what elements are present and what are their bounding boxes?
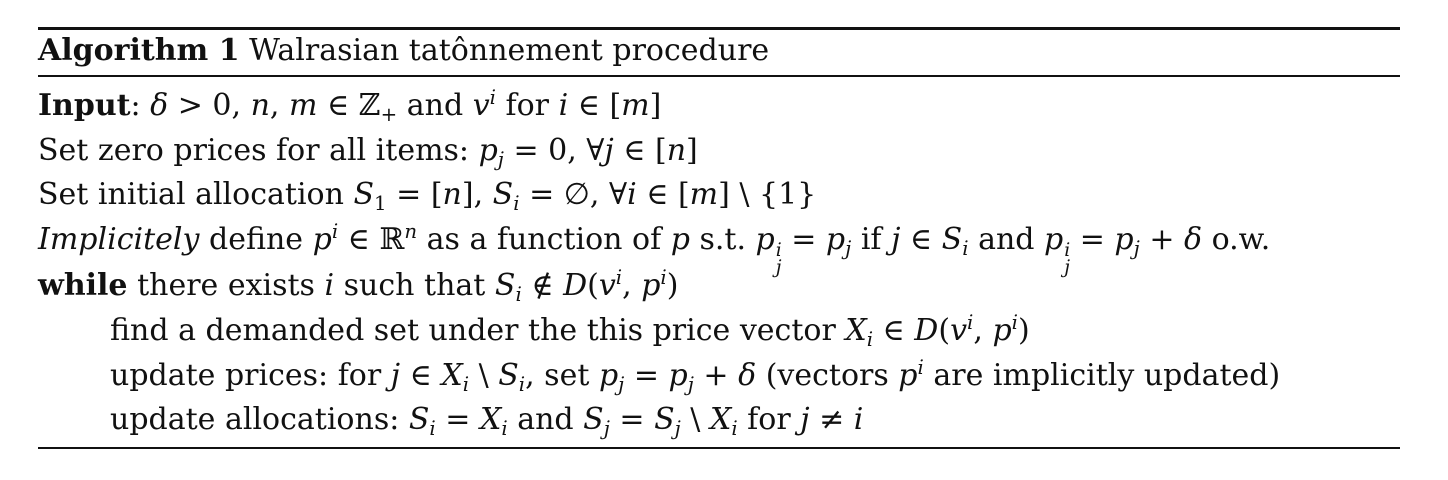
update-allocations-line <box>110 402 863 438</box>
while-line <box>38 268 678 304</box>
zero-prices-visual: Set zero prices for all items: $p_j = 0$, ∀j ∈ [n] <box>38 133 698 171</box>
implicit-definition-visual: define $p^i$ ∈ ℝ$^n$ as a function of p s.t. p i j = $p_j$ if j ∈ $S_i$ and p i j = $p_j + \delta$ o.w. <box>209 220 1271 279</box>
initial-allocation-visual: Set initial allocation $S_1 = [n]$, $S_i$ = ∅, ∀i ∈ [m] \ {1} <box>38 177 817 215</box>
algorithm-caption <box>38 33 769 69</box>
input-keyword: Input <box>38 88 131 123</box>
top-rule <box>38 27 1400 30</box>
initial-allocation-line <box>38 177 816 213</box>
input-line <box>38 88 661 124</box>
while-condition-visual: there exists i such that $S_i$ ∉ $D(v^i$, $p^i$) <box>137 266 679 306</box>
input-line-visual: : δ > 0, n, m ∈ ℤ$_+$ and $v^i$ for i ∈ [m] <box>130 86 662 126</box>
find-demanded-line <box>110 313 1030 349</box>
while-keyword: while <box>38 268 128 303</box>
input-rest-text <box>0 0 1 1</box>
zero-prices-line <box>38 133 698 169</box>
update-allocations-visual: update allocations: $S_i = X_i$ and $S_j = S_j$ \ $X_i$ for j ≠ i <box>110 402 864 440</box>
caption-rule <box>38 75 1400 77</box>
update-prices-line <box>110 358 1280 394</box>
algorithm-label: Algorithm 1 <box>38 33 240 68</box>
find-demanded-visual: find a demanded set under the this price vector $X_i$ ∈ $D(v^i$, $p^i$) <box>110 311 1030 351</box>
plain-text-lines <box>0 0 1 1</box>
update-prices-visual: update prices: for j ∈ $X_i$ \ $S_i$, set $p_j = p_j + \delta$ (vectors $p^i$ are implicitly updated) <box>110 356 1281 396</box>
implicit-keyword: Implicitely <box>38 222 200 257</box>
algorithm-title: Walrasian tatônnement procedure <box>249 33 770 68</box>
bottom-rule <box>38 447 1400 449</box>
